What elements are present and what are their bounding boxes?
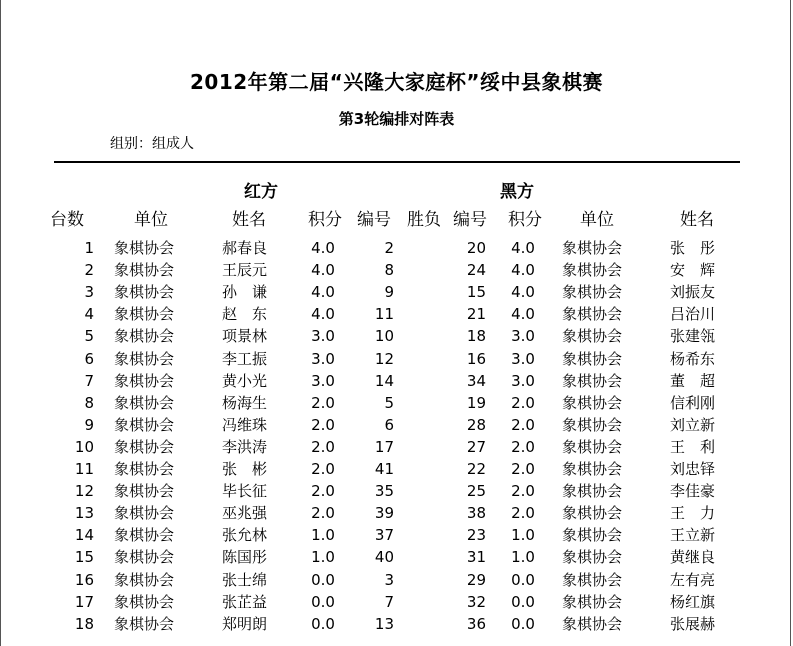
- black-player-name: 左有亮: [670, 570, 716, 589]
- black-unit: 象棋协会: [562, 261, 623, 280]
- result: [400, 480, 444, 502]
- red-unit: 象棋协会: [114, 548, 175, 567]
- black-player-name: 王 力: [670, 504, 716, 523]
- black-player-name: 刘立新: [670, 415, 716, 434]
- black-player-number: 32: [466, 592, 486, 611]
- black-player-number: 15: [466, 283, 486, 302]
- red-player-number: 5: [384, 393, 394, 412]
- black-player-name: 王 利: [670, 437, 716, 456]
- board-number: 6: [84, 349, 94, 368]
- black-score: 4.0: [511, 305, 535, 324]
- red-unit: 象棋协会: [114, 261, 175, 280]
- black-player-number: 28: [466, 415, 486, 434]
- column-header-row: [0, 207, 793, 229]
- board-number: 5: [84, 327, 94, 346]
- red-score: 0.0: [311, 614, 335, 633]
- red-player-number: 3: [384, 570, 394, 589]
- result: [400, 458, 444, 480]
- red-score: 2.0: [311, 437, 335, 456]
- board-number: 13: [74, 504, 94, 523]
- red-score: 3.0: [311, 327, 335, 346]
- black-score: 3.0: [511, 349, 535, 368]
- black-unit: 象棋协会: [562, 548, 623, 567]
- black-player-name: 黄继良: [670, 548, 716, 567]
- black-unit: 象棋协会: [562, 415, 623, 434]
- red-unit: 象棋协会: [114, 283, 175, 302]
- black-player-name: 刘振友: [670, 283, 716, 302]
- black-player-name: 王立新: [670, 526, 716, 545]
- black-player-name: 杨红旗: [670, 592, 716, 611]
- red-score: 2.0: [311, 460, 335, 478]
- table-row: [0, 348, 793, 370]
- table-row: [0, 259, 793, 281]
- black-player-number: 25: [466, 482, 486, 501]
- red-player-number: 40: [374, 548, 394, 567]
- black-player-name: 刘忠铎: [670, 460, 716, 478]
- red-player-name: 赵 东: [222, 305, 268, 324]
- red-player-number: 41: [374, 460, 394, 478]
- result: [400, 436, 444, 458]
- black-player-name: 张建瓴: [670, 327, 716, 346]
- result: [400, 524, 444, 546]
- board-number: 4: [84, 305, 94, 324]
- black-unit: 象棋协会: [562, 437, 623, 456]
- black-score: 4.0: [511, 261, 535, 280]
- board-number: 3: [84, 283, 94, 302]
- board-number: 15: [74, 548, 94, 567]
- red-score: 0.0: [311, 570, 335, 589]
- black-player-number: 20: [466, 239, 486, 257]
- black-unit: 象棋协会: [562, 393, 623, 412]
- red-unit: 象棋协会: [114, 239, 175, 257]
- red-player-name: 陈国彤: [222, 548, 268, 567]
- red-player-name: 张 彬: [222, 460, 268, 478]
- table-row: [0, 524, 793, 546]
- red-score: 2.0: [311, 504, 335, 523]
- red-unit: 象棋协会: [114, 504, 175, 523]
- black-score: 1.0: [511, 548, 535, 567]
- black-player-number: 22: [466, 460, 486, 478]
- black-score: 0.0: [511, 592, 535, 611]
- red-player-name: 毕长征: [222, 482, 268, 501]
- red-player-name: 郑明朗: [222, 614, 268, 633]
- red-player-number: 6: [384, 415, 394, 434]
- black-score: 2.0: [511, 482, 535, 501]
- group-label: 组别：组成人: [110, 136, 194, 152]
- document-title: 2012年第二届“兴隆大家庭杯”绥中县象棋赛: [190, 70, 603, 94]
- board-number: 17: [74, 592, 94, 611]
- black-player-number: 27: [466, 437, 486, 456]
- black-score: 2.0: [511, 393, 535, 412]
- black-score: 2.0: [511, 437, 535, 456]
- black-player-number: 19: [466, 393, 486, 412]
- red-score: 0.0: [311, 592, 335, 611]
- black-unit: 象棋协会: [562, 371, 623, 390]
- red-player-name: 黄小光: [222, 371, 268, 390]
- result: [400, 502, 444, 524]
- red-unit: 象棋协会: [114, 570, 175, 589]
- red-player-number: 8: [384, 261, 394, 280]
- board-number: 10: [74, 437, 94, 456]
- red-unit: 象棋协会: [114, 305, 175, 324]
- table-row: [0, 414, 793, 436]
- red-player-number: 10: [374, 327, 394, 346]
- header-black-number: 编号: [453, 210, 487, 230]
- red-player-number: 11: [374, 305, 394, 324]
- table-row: [0, 613, 793, 635]
- black-unit: 象棋协会: [562, 305, 623, 324]
- red-player-name: 杨海生: [222, 393, 268, 412]
- table-row: [0, 281, 793, 303]
- table-row: [0, 591, 793, 613]
- red-player-number: 12: [374, 349, 394, 368]
- board-number: 8: [84, 393, 94, 412]
- table-row: [0, 436, 793, 458]
- black-unit: 象棋协会: [562, 482, 623, 501]
- red-score: 4.0: [311, 261, 335, 280]
- black-unit: 象棋协会: [562, 504, 623, 523]
- board-number: 7: [84, 371, 94, 390]
- black-score: 1.0: [511, 526, 535, 545]
- red-score: 2.0: [311, 415, 335, 434]
- board-number: 11: [74, 460, 94, 478]
- black-player-name: 杨希东: [670, 349, 716, 368]
- table-row: [0, 237, 793, 259]
- table-row: [0, 569, 793, 591]
- black-score: 2.0: [511, 460, 535, 478]
- result: [400, 392, 444, 414]
- result: [400, 414, 444, 436]
- red-unit: 象棋协会: [114, 327, 175, 346]
- red-unit: 象棋协会: [114, 437, 175, 456]
- black-player-number: 34: [466, 371, 486, 390]
- red-score: 1.0: [311, 548, 335, 567]
- red-player-name: 张芷益: [222, 592, 268, 611]
- black-player-name: 李佳豪: [670, 482, 716, 501]
- red-player-number: 17: [374, 437, 394, 456]
- board-number: 16: [74, 570, 94, 589]
- table-row: [0, 325, 793, 347]
- red-player-name: 王辰元: [222, 261, 268, 280]
- red-score: 4.0: [311, 283, 335, 302]
- black-player-number: 21: [466, 305, 486, 324]
- board-number: 9: [84, 415, 94, 434]
- black-unit: 象棋协会: [562, 592, 623, 611]
- black-score: 0.0: [511, 614, 535, 633]
- black-unit: 象棋协会: [562, 526, 623, 545]
- red-unit: 象棋协会: [114, 349, 175, 368]
- red-player-name: 孙 谦: [222, 283, 268, 302]
- black-score: 3.0: [511, 371, 535, 390]
- red-unit: 象棋协会: [114, 614, 175, 633]
- red-unit: 象棋协会: [114, 592, 175, 611]
- board-number: 12: [74, 482, 94, 501]
- result: [400, 348, 444, 370]
- black-player-number: 18: [466, 327, 486, 346]
- red-player-name: 项景林: [222, 327, 268, 346]
- black-unit: 象棋协会: [562, 239, 623, 257]
- table-row: [0, 303, 793, 325]
- black-player-number: 36: [466, 614, 486, 633]
- black-player-number: 16: [466, 349, 486, 368]
- board-number: 2: [84, 261, 94, 280]
- red-score: 2.0: [311, 393, 335, 412]
- red-player-number: 13: [374, 614, 394, 633]
- black-score: 4.0: [511, 239, 535, 257]
- red-score: 2.0: [311, 482, 335, 501]
- black-player-name: 安 辉: [670, 261, 716, 280]
- header-black-unit: 单位: [580, 210, 614, 230]
- red-player-number: 2: [384, 239, 394, 257]
- black-unit: 象棋协会: [562, 349, 623, 368]
- document-subtitle: 第3轮编排对阵表: [338, 110, 455, 128]
- black-score: 2.0: [511, 415, 535, 434]
- board-number: 18: [74, 614, 94, 633]
- table-row: [0, 480, 793, 502]
- result: [400, 259, 444, 281]
- black-unit: 象棋协会: [562, 283, 623, 302]
- red-unit: 象棋协会: [114, 526, 175, 545]
- black-player-number: 29: [466, 570, 486, 589]
- black-player-name: 吕治川: [670, 305, 716, 324]
- header-result: 胜负: [407, 210, 441, 230]
- red-player-number: 9: [384, 283, 394, 302]
- black-player-number: 31: [466, 548, 486, 567]
- result: [400, 281, 444, 303]
- table-row: [0, 370, 793, 392]
- red-player-name: 张允林: [222, 526, 268, 545]
- black-player-name: 信利刚: [670, 393, 716, 412]
- result: [400, 591, 444, 613]
- red-player-name: 冯维珠: [222, 415, 268, 434]
- black-player-name: 张展赫: [670, 614, 716, 633]
- red-score: 4.0: [311, 305, 335, 324]
- red-score: 3.0: [311, 371, 335, 390]
- black-player-number: 24: [466, 261, 486, 280]
- red-player-number: 7: [384, 592, 394, 611]
- black-player-name: 张 彤: [670, 239, 716, 257]
- black-score: 4.0: [511, 283, 535, 302]
- black-side-heading: 黑方: [500, 182, 534, 202]
- red-unit: 象棋协会: [114, 415, 175, 434]
- black-unit: 象棋协会: [562, 460, 623, 478]
- result: [400, 303, 444, 325]
- red-player-number: 35: [374, 482, 394, 501]
- red-score: 1.0: [311, 526, 335, 545]
- header-red-score: 积分: [308, 210, 342, 230]
- red-player-number: 14: [374, 371, 394, 390]
- red-score: 4.0: [311, 239, 335, 257]
- black-unit: 象棋协会: [562, 570, 623, 589]
- header-black-score: 积分: [508, 210, 542, 230]
- header-red-unit: 单位: [134, 210, 168, 230]
- black-player-number: 38: [466, 504, 486, 523]
- table-row: [0, 392, 793, 414]
- red-player-number: 39: [374, 504, 394, 523]
- result: [400, 325, 444, 347]
- red-unit: 象棋协会: [114, 393, 175, 412]
- red-player-number: 37: [374, 526, 394, 545]
- result: [400, 546, 444, 568]
- black-player-name: 董 超: [670, 371, 716, 390]
- red-unit: 象棋协会: [114, 482, 175, 501]
- red-player-name: 李洪涛: [222, 437, 268, 456]
- header-red-number: 编号: [357, 210, 391, 230]
- result: [400, 237, 444, 259]
- result: [400, 569, 444, 591]
- red-unit: 象棋协会: [114, 460, 175, 478]
- board-number: 14: [74, 526, 94, 545]
- table-row: [0, 502, 793, 524]
- result: [400, 613, 444, 635]
- red-side-heading: 红方: [244, 182, 278, 202]
- table-row: [0, 546, 793, 568]
- red-player-name: 李工振: [222, 349, 268, 368]
- black-unit: 象棋协会: [562, 327, 623, 346]
- red-player-name: 张士绵: [222, 570, 268, 589]
- header-divider: [54, 161, 740, 163]
- header-board: 台数: [50, 210, 84, 230]
- header-red-name: 姓名: [232, 210, 266, 230]
- black-score: 0.0: [511, 570, 535, 589]
- black-player-number: 23: [466, 526, 486, 545]
- board-number: 1: [84, 239, 94, 257]
- table-row: [0, 458, 793, 480]
- result: [400, 370, 444, 392]
- red-unit: 象棋协会: [114, 371, 175, 390]
- black-score: 3.0: [511, 327, 535, 346]
- black-unit: 象棋协会: [562, 614, 623, 633]
- black-score: 2.0: [511, 504, 535, 523]
- header-black-name: 姓名: [680, 210, 714, 230]
- red-player-name: 巫兆强: [222, 504, 268, 523]
- red-score: 3.0: [311, 349, 335, 368]
- red-player-name: 郝春良: [222, 239, 268, 257]
